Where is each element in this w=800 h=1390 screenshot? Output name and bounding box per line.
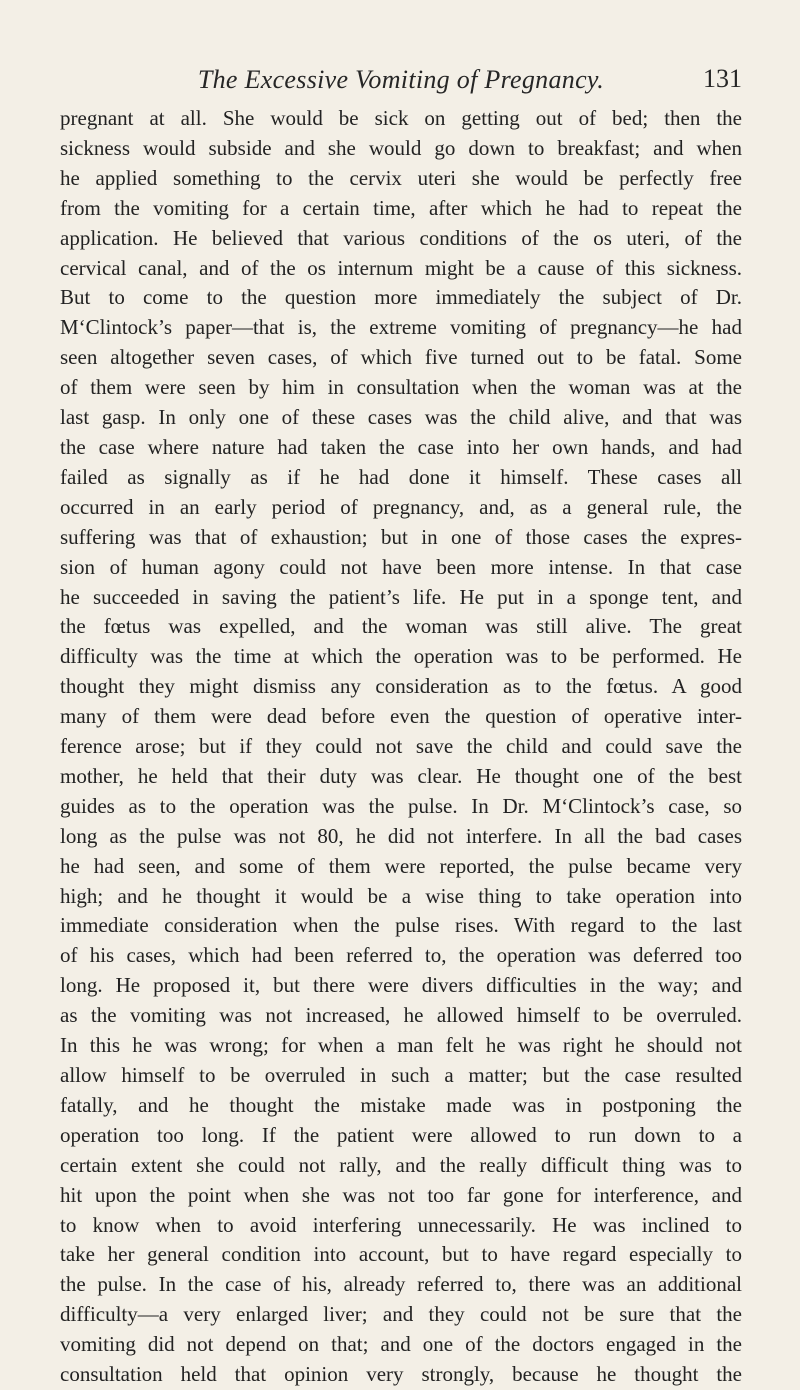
text-line: But to come to the question more immediately the subject of Dr. <box>60 285 742 310</box>
text-line: he succeeded in saving the patient’s life. He put in a sponge tent, and <box>60 584 742 609</box>
text-line: last gasp. In only one of these cases was the child alive, and that was <box>60 405 742 430</box>
text-line: fatally, and he thought the mistake made was in postponing the <box>60 1092 742 1117</box>
text-line: many of them were dead before even the question of operative inter- <box>60 704 742 729</box>
text-line: certain extent she could not rally, and the really difficult thing was to <box>60 1152 742 1177</box>
text-line: he had seen, and some of them were reported, the pulse became very <box>60 853 742 878</box>
text-line: the fœtus was expelled, and the woman was still alive. The great <box>60 614 742 639</box>
text-line: high; and he thought it would be a wise thing to take operation into <box>60 883 742 908</box>
running-head <box>60 0 742 104</box>
text-line: take her general condition into account, but to have regard especially to <box>60 1242 742 1267</box>
text-line: M‘Clintock’s paper—that is, the extreme vomiting of pregnancy—he had <box>60 315 742 340</box>
text-line: difficulty was the time at which the operation was to be performed. He <box>60 644 742 669</box>
text-line: thought they might dismiss any consideration as to the fœtus. A good <box>60 674 742 699</box>
text-line: to know when to avoid interfering unnecessarily. He was inclined to <box>60 1212 742 1237</box>
text-line: mother, he held that their duty was clear. He thought one of the best <box>60 763 742 788</box>
text-line: long as the pulse was not 80, he did not interfere. In all the bad cases <box>60 823 742 848</box>
text-line: application. He believed that various conditions of the os uteri, of the <box>60 225 742 250</box>
text-line: immediate consideration when the pulse rises. With regard to the last <box>60 913 742 938</box>
text-line: from the vomiting for a certain time, after which he had to repeat the <box>60 195 742 220</box>
text-line: pregnant at all. She would be sick on getting out of bed; then the <box>60 106 742 130</box>
text-line: sion of human agony could not have been more intense. In that case <box>60 554 742 579</box>
text-line: the pulse. In the case of his, already referred to, there was an additional <box>60 1272 742 1297</box>
text-line: ference arose; but if they could not save the child and could save the <box>60 734 742 759</box>
text-line: failed as signally as if he had done it himself. These cases all <box>60 464 742 489</box>
text-line: long. He proposed it, but there were divers difficulties in the way; and <box>60 973 742 998</box>
text-line: suffering was that of exhaustion; but in one of those cases the expres- <box>60 524 742 549</box>
text-line: consultation held that opinion very strongly, because he thought the <box>60 1362 742 1387</box>
text-line: as the vomiting was not increased, he allowed himself to be overruled. <box>60 1003 742 1028</box>
text-line: sickness would subside and she would go down to breakfast; and when <box>60 135 742 160</box>
text-line: of them were seen by him in consultation when the woman was at the <box>60 375 742 400</box>
text-line: vomiting did not depend on that; and one of the doctors engaged in the <box>60 1332 742 1357</box>
text-line: guides as to the operation was the pulse. In Dr. M‘Clintock’s case, so <box>60 793 742 818</box>
page-number: 131 <box>703 64 742 93</box>
text-line: of his cases, which had been referred to, the operation was deferred too <box>60 943 742 968</box>
text-line: occurred in an early period of pregnancy, and, as a general rule, the <box>60 494 742 519</box>
text-line: seen altogether seven cases, of which five turned out to be fatal. Some <box>60 345 742 370</box>
text-line: allow himself to be overruled in such a matter; but the case resulted <box>60 1063 742 1087</box>
text-line: difficulty—a very enlarged liver; and they could not be sure that the <box>60 1302 742 1327</box>
text-line: the case where nature had taken the case into her own hands, and had <box>60 434 742 459</box>
text-line: In this he was wrong; for when a man felt he was right he should not <box>60 1033 742 1058</box>
body-paragraph <box>60 104 742 1390</box>
text-line: cervical canal, and of the os internum might be a cause of this sickness. <box>60 255 742 280</box>
text-line: hit upon the point when she was not too far gone for interference, and <box>60 1182 742 1207</box>
text-line: operation too long. If the patient were allowed to run down to a <box>60 1122 742 1147</box>
text-line: he applied something to the cervix uteri she would be perfectly free <box>60 165 742 190</box>
running-title: The Excessive Vomiting of Pregnancy. <box>197 65 605 94</box>
